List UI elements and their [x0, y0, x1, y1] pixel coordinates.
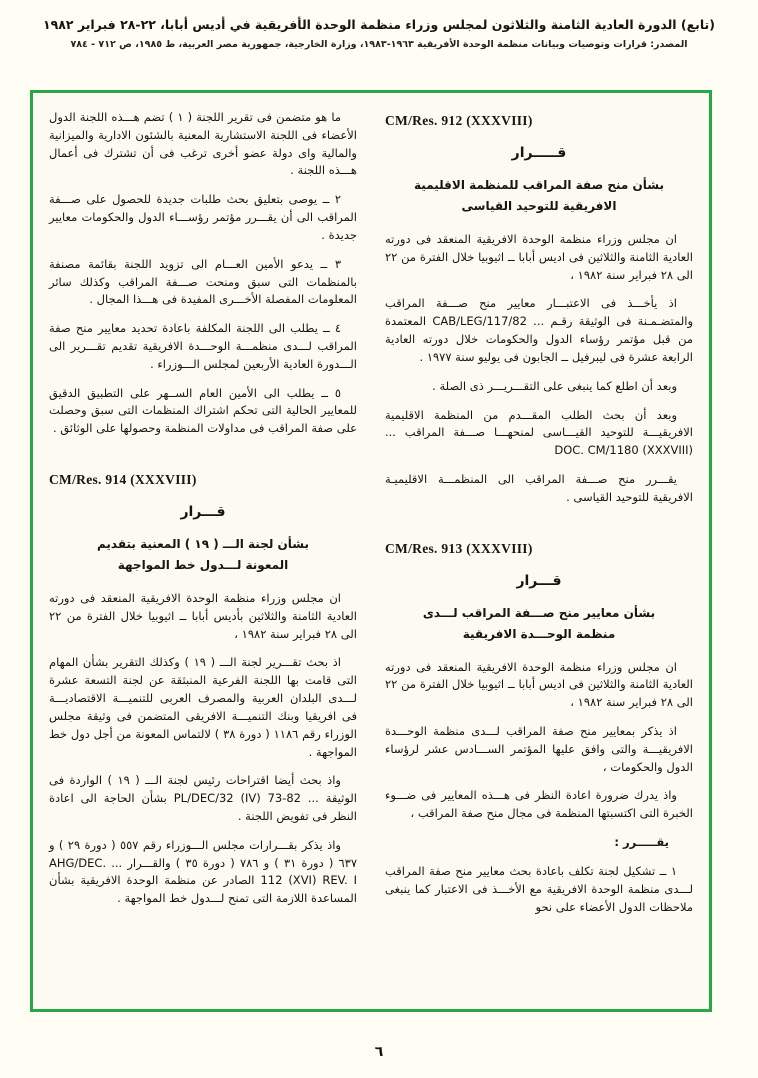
paragraph: اذ يأخـــذ فى الاعتبـــار معايير منح صـــفة المراقب والمتضـمـنة فى الوثيقة رقـم ... CAB/LEG/117/82 المعتمدة من قبل مؤتمر رؤساء الدول والحكومات خلال دورته العادية الرابعة عشرة فى ليبرفيل ــ الجابون فى يوليو سنة ١٩٧٧ .	[385, 296, 694, 364]
resolution-subtitle-line: بشأن معايير منح صـــفة المراقب لـــدى	[422, 605, 656, 620]
decree-item: ٣ ــ يدعو الأمين العـــام الى تزويد اللجنة بقائمة مصنفة بالمنظمات التى سبق ومنحت صـــفة المراقب وكذلك سائر المعلومات المفصلة الأخـــرى المفيدة فى هـــذا المجال .	[49, 256, 357, 307]
paragraph: واذ يذكر بقـــرارات مجلس الـــوزراء رقم ٥٥٧ ( دورة ٢٩ ) و ٦٣٧ ( دورة ٣١ ) و ٧٨٦ ( دورة ٣٥ ) والقـــرار ... AHG/DEC. 112 (XVI) REV. I الصادر عن منظمة الوحدة الافريقية بشأن المساعدة اللازمة التى تمنح لـــدول خط المواجهة .	[49, 837, 357, 906]
decree-item: ١ ــ تشكيل لجنة تكلف باعادة بحث معايير منح صفة المراقب لـــدى منظمة الوحدة الافريقية مع الأخـــذ فى الاعتبار كما ينبغى ملاحظات الدول الأعضاء على نحو	[385, 863, 693, 914]
resolution-subtitle-913	[385, 603, 693, 645]
resolution-number-914: CM/Res. 914 (XXXVIII)	[49, 472, 197, 487]
paragraph: واذ بحث أيضا اقتراحات رئيس لجنة الـــ ( ١٩ ) الواردة فى الوثيقة ... PL/DEC/32 (IV) 73-82 بشأن الحاجة الى اعادة النظر فى تفويض اللجنة .	[49, 773, 357, 823]
paragraph: وبعد أن بحث الطلب المقـــدم من المنظمة الاقليمية الافريقيـــة للتوحيد القيـــاسى لمنحهـــا صـــفة المراقب ... DOC. CM/1180 (XXXVIII)	[385, 407, 693, 458]
paragraph: ان مجلس وزراء منظمة الوحدة الافريقية المنعقد فى دورته العادية الثامنة والثلاثين فى اديس أبابا ــ اثيوبيا خلال الفترة من ٢٢ الى ٢٨ فبراير سنة ١٩٨٢ ،	[385, 232, 693, 282]
resolution-number-912: CM/Res. 912 (XXXVIII)	[385, 113, 533, 128]
decree-item: ٢ ــ يوصى بتعليق بحث طلبات جديدة للحصول على صـــفة المراقب الى أن يقـــرر مؤتمر رؤســـاء الدول والحكومات معايير جديدة .	[49, 192, 357, 242]
decree-item: ٤ ــ يطلب الى اللجنة المكلفة باعادة تحديد معايير منح صفة المراقب لـــدى منظمـــة الوحـــدة الافريقية تقديم تقـــرير الى الـــدورة العادية الأربعين لمجلس الـــوزراء .	[49, 321, 357, 371]
header-source-line: المصدر: قرارات وتوصيات وبيانات منظمة الوحدة الأفريقية ١٩٦٣-١٩٨٣، وزارة الخارجية، جمهورية مصر العربية، ط ١٩٨٥، ص ٧١٢ - ٧٨٤	[70, 38, 688, 50]
paragraph: ان مجلس وزراء منظمة الوحدة الافريقية المنعقد فى دورته العادية الثامنة والثلاثين بأديس أبابا ــ اثيوبيا خلال الفترة من ٢٢ الى ٢٨ فبراير سنة ١٩٨٢ ،	[49, 591, 357, 641]
resolution-subtitle-line: بشأن منح صفة المراقب للمنظمة الاقليمية	[414, 178, 664, 192]
document-header	[0, 0, 758, 50]
paragraph: اذ بحث تقـــرير لجنة الـــ ( ١٩ ) وكذلك التقرير بشأن المهام التى قامت بها اللجنة الفرعية المنبثقة عن لجنة التسعة عشرة لـــدى البلدان العربية والمصرف العربى للتنميـــة الاقتصاديـــة فى افريقيا وبنك التنميـــة الافريقى المتضمن فى وثيقة مجلس الوزراء رقم ١١٨٦ ( دورة ٣٨ ) لالتماس المعونة من أجل دول خط المواجهة .	[49, 655, 357, 759]
resolution-subtitle-914	[49, 534, 357, 576]
two-column-layout	[49, 109, 693, 999]
decree-item: ٥ ــ يطلب الى الأمين العام الســهر على التطبيق الدقيق للمعايير الحالية التى تحكم اشتراك المنظمات التى سبق وحصلت على صفة المراقب فى مداولات المنظمة وحصولها على الوثائق .	[49, 385, 357, 436]
paragraph: وبعد أن اطلع كما ينبغى على التقـــريـــر ذى الصلة .	[432, 378, 677, 393]
resolution-subtitle-line: منظمة الوحـــدة الافريقية	[462, 626, 616, 641]
content-frame	[30, 90, 712, 1012]
resolution-title-914: قـــرار	[180, 504, 226, 520]
decree-label: يقـــــرر :	[614, 835, 669, 850]
continued-paragraph: ما هو متضمن فى تقرير اللجنة ( ١ ) تضم هـــذه اللجنة الدول الأعضاء فى اللجنة الاستشارية المعنية بالشئون الادارية والميزانية والمالية واى دولة عضو أخرى ترغب فى أن تشترك فى أعمال هـــذه اللجنة .	[49, 110, 357, 178]
left-column	[49, 109, 357, 999]
right-column	[385, 109, 693, 999]
resolution-subtitle-line: بشأن لجنة الـــ ( ١٩ ) المعنية بتقديم	[97, 537, 309, 551]
paragraph: واذ يدرك ضرورة اعادة النظر فى هـــذه المعايير فى ضـــوء الخبرة التى اكتسبتها المنظمة فى مجال منح صفة المراقب ،	[385, 788, 693, 821]
header-title: (تابع) الدورة العادية الثامنة والثلاثون لمجلس وزراء منظمة الوحدة الأفريقية في أديس أبابا، ٢٢-٢٨ فبراير ١٩٨٢	[43, 17, 715, 32]
resolution-subtitle-line: الافريقية للتوحيد القياسى	[461, 199, 617, 213]
resolution-subtitle-line: المعونة لـــدول خط المواجهة	[117, 558, 289, 572]
page-number: ٦	[374, 1044, 384, 1060]
resolution-title-913: قـــرار	[516, 572, 562, 589]
paragraph: اذ يذكر بمعايير منح صفة المراقب لـــدى منظمة الوحـــدة الافريقيـــة والتى وافق عليها المؤتمر الســـادس عشر لرؤساء الدول والحكومات ،	[385, 724, 693, 774]
resolution-number-913: CM/Res. 913 (XXXVIII)	[385, 540, 533, 556]
paragraph: ان مجلس وزراء منظمة الوحدة الافريقية المنعقد فى دورته العادية الثامنة والثلاثين فى اديس أبابا ــ اثيوبيا خلال الفترة من ٢٢ الى ٢٨ فبراير سنة ١٩٨٢ ،	[385, 659, 693, 710]
resolution-subtitle-912	[385, 175, 693, 217]
resolution-title-912: قـــــرار	[511, 145, 567, 161]
paragraph: يقـــرر منح صـــفة المراقب الى المنظمـــة الاقليميـة الافريقية للتوحيد القياسى .	[385, 471, 693, 504]
